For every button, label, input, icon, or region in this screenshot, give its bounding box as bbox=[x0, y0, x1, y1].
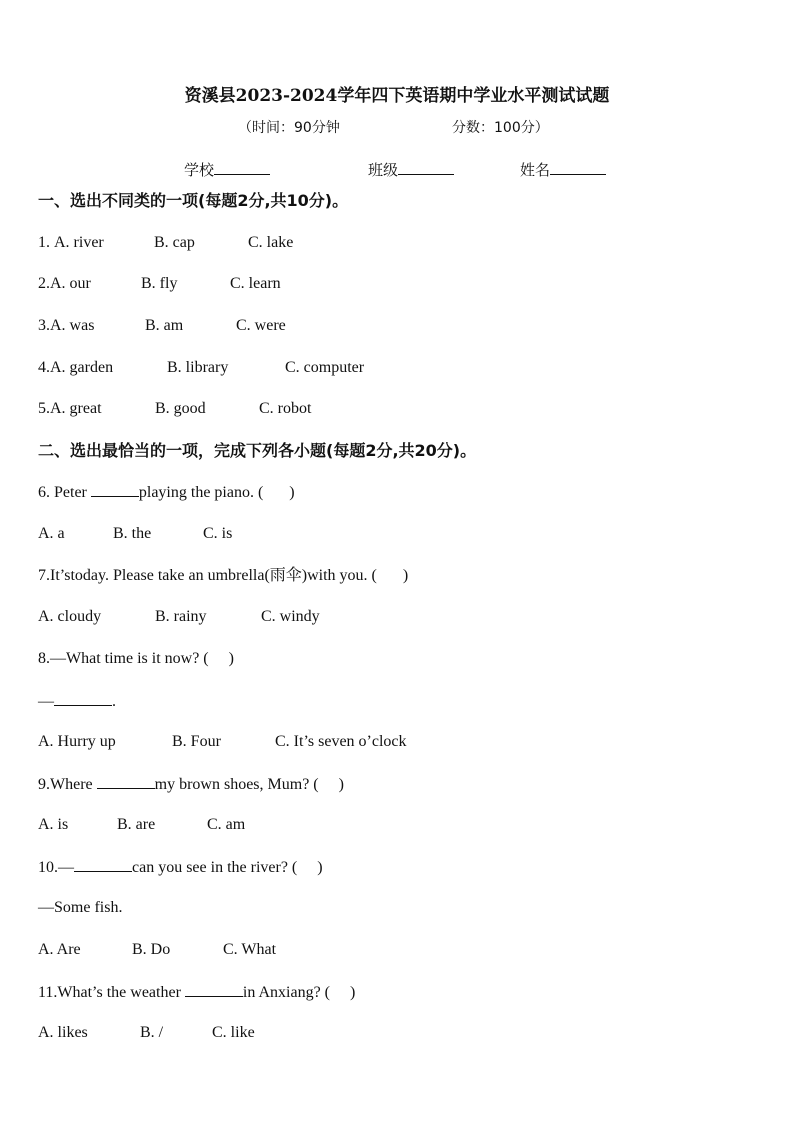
question-10 bbox=[38, 857, 323, 878]
question-8 bbox=[38, 649, 234, 669]
name-blank bbox=[550, 160, 606, 175]
q5-number: 5. bbox=[38, 400, 50, 417]
class-field bbox=[368, 160, 454, 180]
score-label: 分数：100分） bbox=[452, 120, 549, 136]
section-1-heading: 一、选出不同类的一项(每题2分,共10分)。 bbox=[38, 191, 349, 210]
question-7-options bbox=[38, 607, 320, 627]
question-8-options bbox=[38, 732, 407, 752]
q2-option-b: B. fly bbox=[141, 275, 178, 292]
q10-blank bbox=[74, 857, 132, 872]
q8-dash: — bbox=[38, 693, 54, 710]
q4-number: 4. bbox=[38, 359, 50, 376]
q4-option-c: C. computer bbox=[285, 359, 365, 376]
q8-stem: 8.—What time is it now? ( bbox=[38, 650, 209, 667]
school-label: 学校 bbox=[184, 161, 215, 179]
q4-option-a: A. garden bbox=[50, 359, 114, 376]
question-4 bbox=[38, 358, 364, 378]
q8-blank bbox=[54, 691, 112, 706]
q9-stem-end: my brown shoes, Mum? ( bbox=[154, 776, 319, 793]
q2-option-c: C. learn bbox=[230, 275, 281, 292]
q11-stem-end: in Anxiang? ( bbox=[242, 984, 330, 1001]
q7-option-b: B. rainy bbox=[155, 608, 207, 625]
q8-option-c: C. It’s seven o’clock bbox=[275, 733, 407, 750]
question-8-answer-line bbox=[38, 691, 116, 712]
q4-option-b: B. library bbox=[167, 359, 229, 376]
question-10-options bbox=[38, 940, 276, 960]
question-6 bbox=[38, 482, 295, 503]
q5-option-a: A. great bbox=[50, 400, 102, 417]
question-6-options bbox=[38, 524, 232, 544]
q3-option-a: A. was bbox=[50, 317, 95, 334]
q6-paren-close: ) bbox=[289, 484, 295, 501]
q6-option-a: A. a bbox=[38, 525, 65, 542]
q3-option-c: C. were bbox=[236, 317, 286, 334]
school-field bbox=[184, 160, 270, 180]
q11-blank bbox=[185, 982, 243, 997]
q7-paren-close: ) bbox=[402, 567, 409, 584]
q11-option-b: B. / bbox=[140, 1024, 164, 1041]
q9-stem-start: 9.Where bbox=[38, 776, 93, 793]
section-2-heading: 二、选出最恰当的一项，完成下列各小题(每题2分,共20分)。 bbox=[38, 441, 477, 460]
q9-paren-close: ) bbox=[338, 776, 344, 793]
q1-option-a: A. river bbox=[54, 234, 104, 251]
q2-option-a: A. our bbox=[50, 275, 91, 292]
q8-period: . bbox=[112, 693, 116, 710]
question-9-options bbox=[38, 815, 245, 835]
q10-stem-start: 10.— bbox=[38, 859, 74, 876]
question-11-options bbox=[38, 1023, 255, 1043]
question-11 bbox=[38, 982, 355, 1003]
q10-option-c: C. What bbox=[223, 941, 277, 958]
q11-paren-close: ) bbox=[350, 984, 356, 1001]
q11-option-a: A. likes bbox=[38, 1024, 88, 1041]
page-title: 资溪县2023-2024学年四下英语期中学业水平测试试题 bbox=[184, 86, 610, 106]
q9-option-c: C. am bbox=[207, 816, 246, 833]
question-9 bbox=[38, 774, 344, 795]
question-5 bbox=[38, 399, 311, 419]
q11-stem-start: 11.What’s the weather bbox=[38, 984, 181, 1001]
q6-stem-end: playing the piano. ( bbox=[138, 484, 264, 501]
q8-option-a: A. Hurry up bbox=[38, 733, 116, 750]
q1-option-c: C. lake bbox=[248, 234, 294, 251]
school-blank bbox=[214, 160, 270, 175]
q11-option-c: C. like bbox=[212, 1024, 255, 1041]
q10-paren-close: ) bbox=[317, 859, 323, 876]
q9-blank bbox=[97, 774, 155, 789]
question-7 bbox=[38, 566, 408, 586]
name-label: 姓名 bbox=[520, 161, 551, 179]
q6-blank bbox=[91, 482, 139, 497]
class-label: 班级 bbox=[368, 161, 399, 179]
q5-option-b: B. good bbox=[155, 400, 206, 417]
q5-option-c: C. robot bbox=[259, 400, 312, 417]
question-3 bbox=[38, 316, 286, 336]
q10-option-a: A. Are bbox=[38, 941, 81, 958]
q8-paren-close: ) bbox=[228, 650, 234, 667]
class-blank bbox=[398, 160, 454, 175]
q3-number: 3. bbox=[38, 317, 50, 334]
q9-option-a: A. is bbox=[38, 816, 69, 833]
q6-option-c: C. is bbox=[203, 525, 233, 542]
q7-stem: 7.It’stoday. Please take an umbrella(雨伞)with you. ( bbox=[38, 567, 377, 584]
question-1 bbox=[38, 233, 293, 253]
q2-number: 2. bbox=[38, 275, 50, 292]
question-10-answer: —Some fish. bbox=[38, 899, 123, 916]
name-field bbox=[520, 160, 606, 180]
q8-option-b: B. Four bbox=[172, 733, 221, 750]
q7-option-c: C. windy bbox=[261, 608, 320, 625]
q1-number: 1. bbox=[38, 234, 54, 251]
question-2 bbox=[38, 274, 281, 294]
q3-option-b: B. am bbox=[145, 317, 184, 334]
time-label: （时间：90分钟 bbox=[238, 120, 340, 136]
q1-option-b: B. cap bbox=[154, 234, 195, 251]
q7-option-a: A. cloudy bbox=[38, 608, 102, 625]
q10-option-b: B. Do bbox=[132, 941, 171, 958]
q6-option-b: B. the bbox=[113, 525, 152, 542]
q10-stem-end: can you see in the river? ( bbox=[132, 859, 298, 876]
q6-stem-start: 6. Peter bbox=[38, 484, 87, 501]
q9-option-b: B. are bbox=[117, 816, 156, 833]
